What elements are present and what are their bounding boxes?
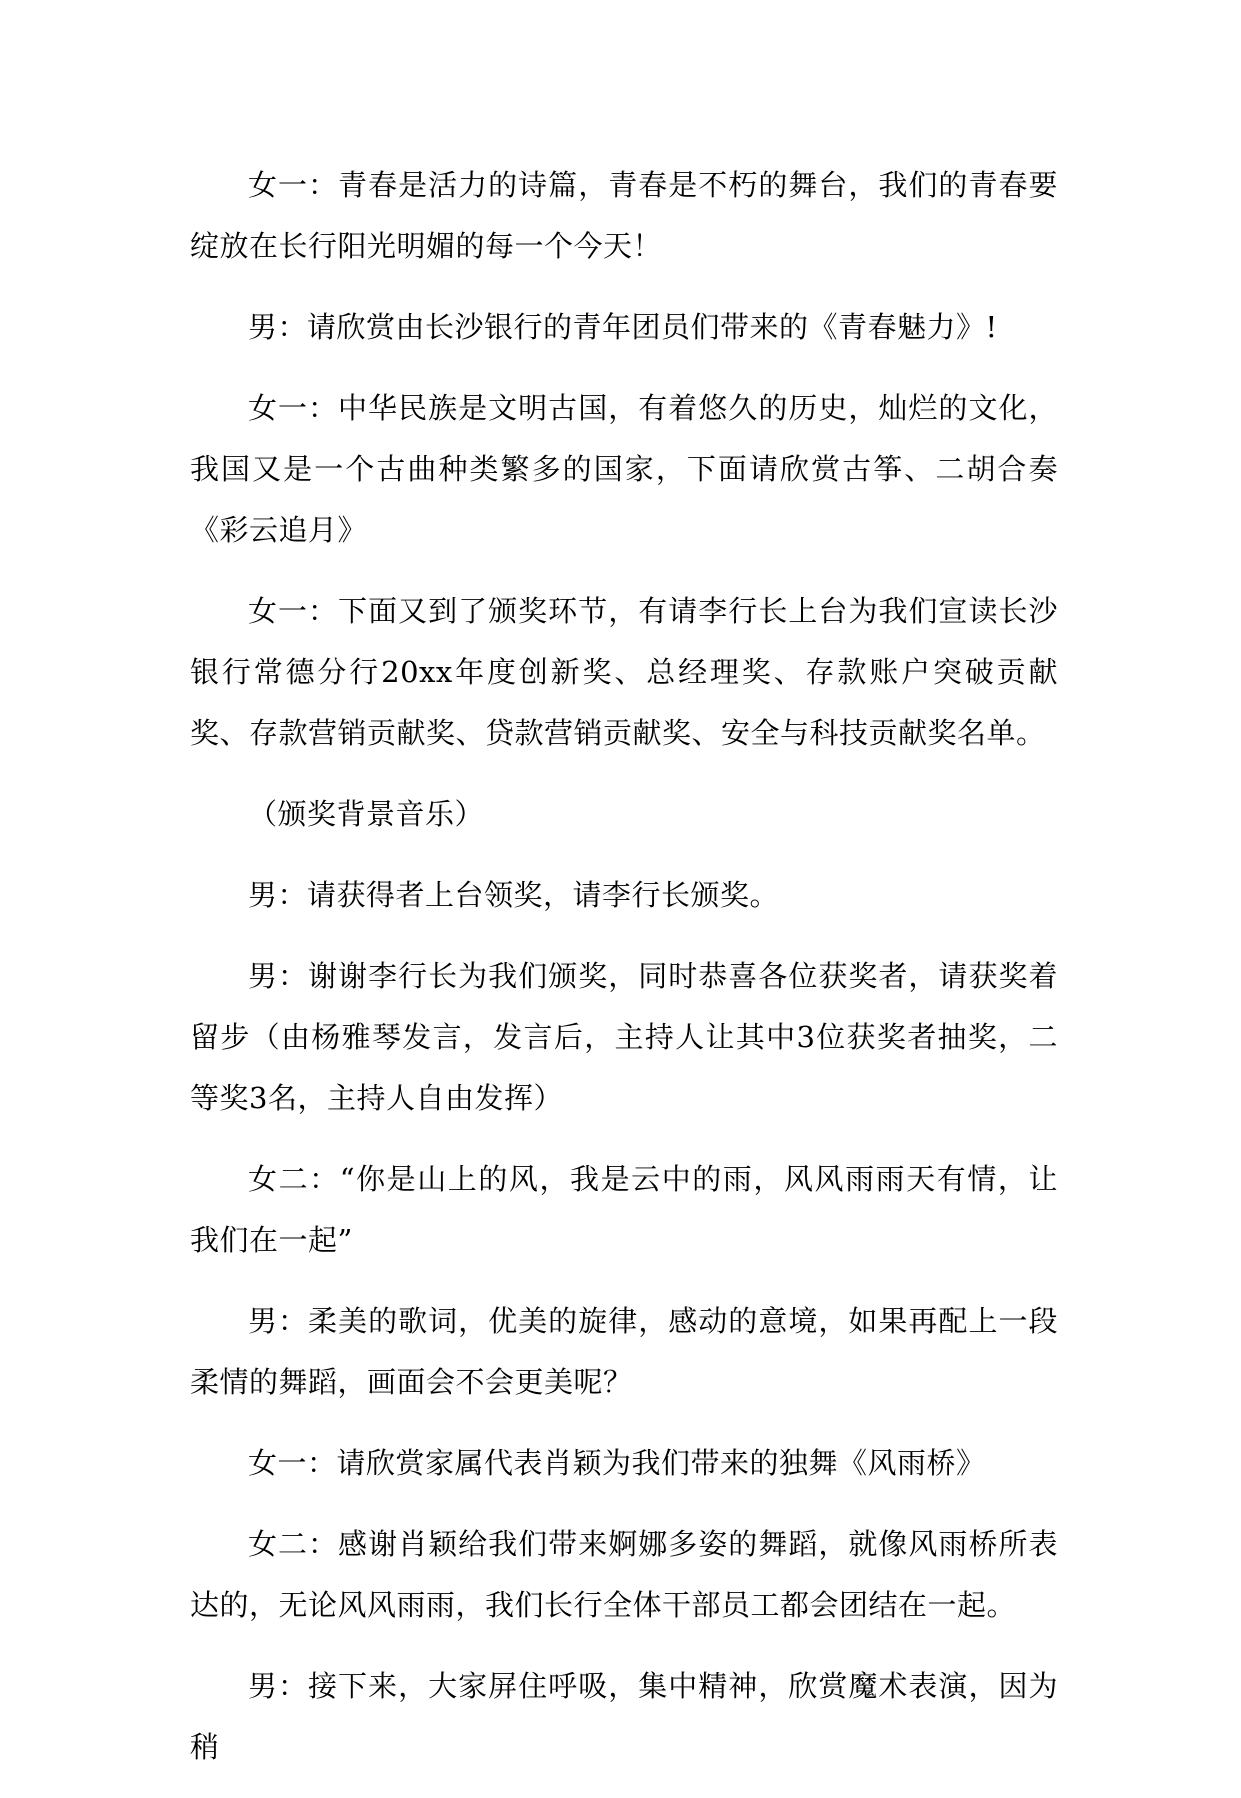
paragraph-2: 男：请欣赏由长沙银行的青年团员们带来的《青春魅力》! (248, 310, 998, 344)
document-page (190, 155, 1058, 1798)
paragraph-5: （颁奖背景音乐） (248, 797, 485, 831)
paragraph-4: 女一：下面又到了颁奖环节，有请李行长上台为我们宣读长沙银行常德分行20xx年度创新奖、总经理奖、存款账户突破贡献奖、存款营销贡献奖、贷款营销贡献奖、安全与科技贡献奖名单。 (190, 594, 1058, 750)
paragraph-11: 女二：感谢肖颖给我们带来婀娜多姿的舞蹈，就像风雨桥所表达的，无论风风雨雨，我们长行全体干部员工都会团结在一起。 (190, 1527, 1058, 1622)
paragraph-9: 男：柔美的歌词，优美的旋律，感动的意境，如果再配上一段柔情的舞蹈，画面会不会更美呢？ (190, 1304, 1058, 1399)
paragraph-3: 女一：中华民族是文明古国，有着悠久的历史，灿烂的文化，我国又是一个古曲种类繁多的国家，下面请欣赏古筝、二胡合奏《彩云追月》 (190, 391, 1058, 547)
paragraph-8: 女二：“你是山上的风，我是云中的雨，风风雨雨天有情，让我们在一起” (190, 1162, 1058, 1257)
paragraph-1: 女一：青春是活力的诗篇，青春是不朽的舞台，我们的青春要绽放在长行阳光明媚的每一个今天！ (190, 168, 1058, 263)
paragraph-10: 女一：请欣赏家属代表肖颖为我们带来的独舞《风雨桥》 (248, 1446, 986, 1480)
paragraph-6: 男：请获得者上台领奖，请李行长颁奖。 (248, 878, 780, 912)
paragraph-7: 男：谢谢李行长为我们颁奖，同时恭喜各位获奖者，请获奖着留步（由杨雅琴发言，发言后，主持人让其中3位获奖者抽奖，二等奖3名，主持人自由发挥） (190, 959, 1058, 1115)
paragraph-12: 男：接下来，大家屏住呼吸，集中精神，欣赏魔术表演，因为稍 (190, 1669, 1058, 1764)
